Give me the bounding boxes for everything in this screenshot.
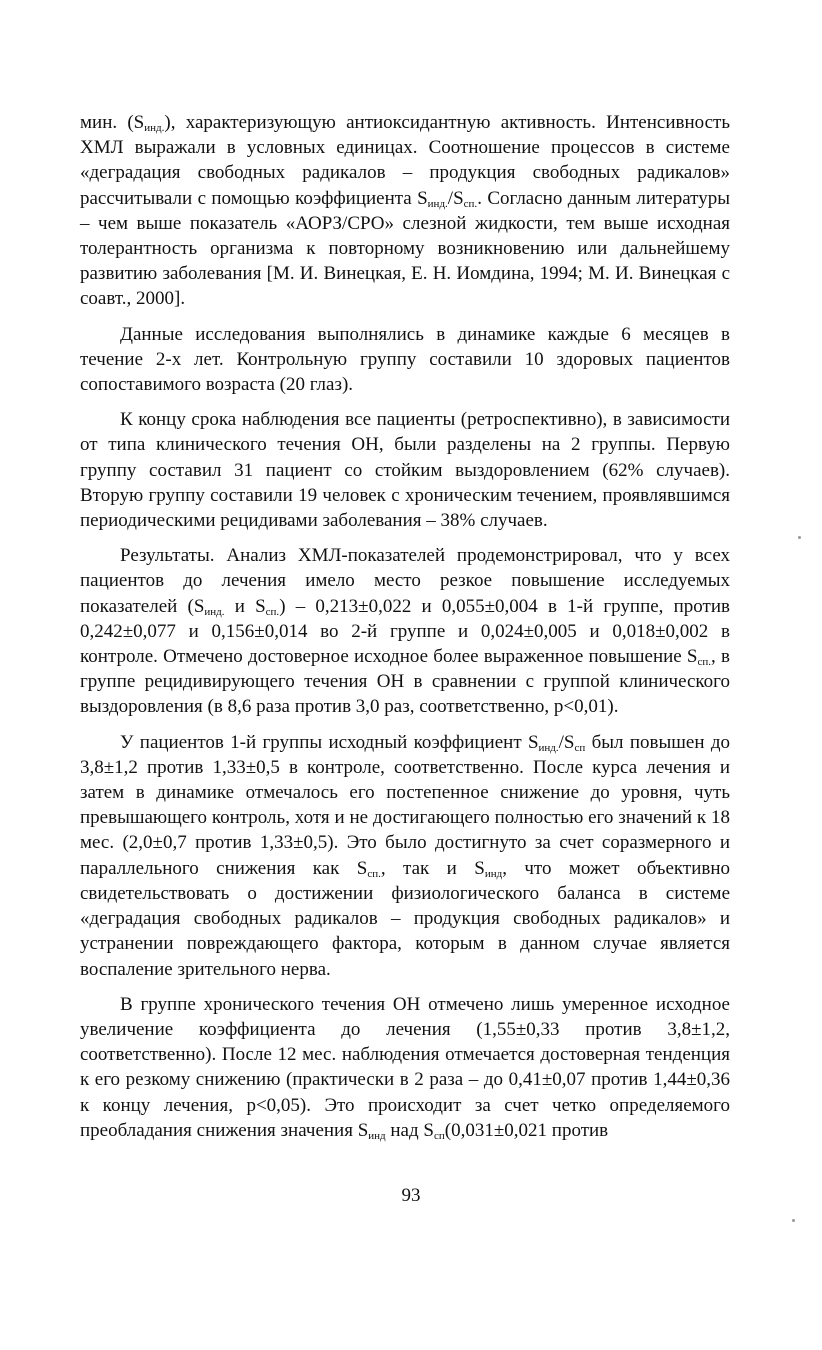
subscript-index: сп. bbox=[463, 197, 478, 210]
subscript-index: сп bbox=[574, 741, 586, 754]
paragraph-text: над S bbox=[385, 1119, 434, 1141]
subscript-index: инд. bbox=[427, 197, 448, 210]
paragraph-text: был повышен до 3,8±1,2 против 1,33±0,5 в контроле, соответственно. После курса лечения и затем в динамике отмечалось его постепенное снижение до уровня, чуть превышающего контроль, хотя и не достигающего полностью его значений к 18 мес. (2,0±0,7 против 1,33±0,5). Это было достигнуто за счет соразмерного и параллельного снижения как S bbox=[80, 731, 731, 879]
body-paragraph bbox=[80, 543, 730, 719]
page-number: 93 bbox=[401, 1185, 421, 1206]
scan-speck bbox=[792, 1219, 795, 1222]
paragraph-text: В группе хронического течения ОН отмечено лишь умеренное исходное увеличение коэффициента до лечения (1,55±0,33 против 3,8±1,2, соответственно). После 12 мес. наблюдения отмечается достоверная тенденция к его резкому снижению (практически в 2 раза – до 0,41±0,07 против 1,44±0,36 к концу лечения, р<0,05). Это происходит за счет четко определяемого преобладания снижения значения S bbox=[80, 993, 730, 1141]
paragraph-text: /S bbox=[558, 731, 575, 753]
subscript-index: инд. bbox=[144, 122, 165, 134]
paragraph-text: /S bbox=[447, 187, 464, 209]
paragraph-text: ) – 0,213±0,022 и 0,055±0,004 в 1-й группе, против 0,242±0,077 и 0,156±0,014 во 2-й группе и 0,024±0,005 и 0,018±0,002 в контроле. Отмечено достоверное исходное более выраженное повышение S bbox=[80, 595, 730, 668]
paragraph-text: и S bbox=[224, 595, 266, 617]
paragraph-text: , так и S bbox=[380, 857, 485, 879]
paragraph-text: Результаты. Анализ ХМЛ-показателей продемонстрировал, что у всех пациентов до лечения имело место резкое повышение исследуемых показателей (S bbox=[80, 545, 730, 617]
subscript-index: инд. bbox=[204, 605, 225, 618]
subscript-index: сп. bbox=[697, 656, 712, 669]
page-body bbox=[80, 110, 730, 1143]
paragraph-text: , что может объективно свидетельствовать о достижении физиологического баланса в системе «деградация свободных радикалов – продукция свободных радикалов» и устранении повреждающего фактора, которым в данном случае является воспаление зрительного нерва. bbox=[80, 857, 731, 980]
paragraph-text: . Согласно данным литературы – чем выше показатель «АОРЗ/СРО» слезной жидкости, тем выше исходная толерантность организма к повторному возникновению или дальнейшему развитию заболевания [М. И. Винецкая, Е. Н. Иомдина, 1994; М. И. Винецкая с соавт., 2000]. bbox=[80, 187, 730, 310]
body-paragraph bbox=[80, 992, 730, 1143]
subscript-index: сп. bbox=[265, 605, 280, 618]
paragraph-text: Данные исследования выполнялись в динамике каждые 6 месяцев в течение 2-х лет. Контрольную группу составили 10 здоровых пациентов сопоставимого возраста (20 глаз). bbox=[80, 323, 730, 396]
subscript-index: сп. bbox=[367, 867, 381, 880]
text-column bbox=[80, 110, 730, 1143]
paragraph-text: К концу срока наблюдения все пациенты (ретроспективно), в зависимости от типа клинического течения ОН, были разделены на 2 группы. Первую группу составил 31 пациент со стойким выздоровлением (62% случаев). Вторую группу составили 19 человек с хроническим течением, проявлявшимся периодическими рецидивами заболевания – 38% случаев. bbox=[80, 409, 730, 532]
scan-speck bbox=[798, 536, 801, 539]
body-paragraph bbox=[80, 322, 730, 398]
paragraph-text: , в группе рецидивирующего течения ОН в сравнении с группой клинического выздоровления (в 8,6 раза против 3,0 раз, соответственно, р<0,01). bbox=[80, 646, 730, 718]
paragraph-text: мин. (S bbox=[80, 112, 145, 133]
body-paragraph bbox=[80, 730, 730, 982]
subscript-index: инд bbox=[484, 867, 503, 880]
subscript-index: инд bbox=[368, 1129, 386, 1142]
subscript-index: сп bbox=[433, 1129, 445, 1142]
paragraph-text: (0,031±0,021 против bbox=[444, 1119, 609, 1141]
body-paragraph bbox=[80, 407, 730, 533]
paragraph-text: ), характеризующую антиоксидантную активность. Интенсивность ХМЛ выражали в условных единицах. Соотношение процессов в системе «деградация свободных радикалов – продукция свободных радикалов» рассчитывали с помощью коэффициента S bbox=[80, 112, 731, 209]
paragraph-text: У пациентов 1-й группы исходный коэффициент S bbox=[120, 731, 539, 753]
body-paragraph bbox=[80, 110, 730, 312]
subscript-index: инд. bbox=[538, 741, 559, 754]
